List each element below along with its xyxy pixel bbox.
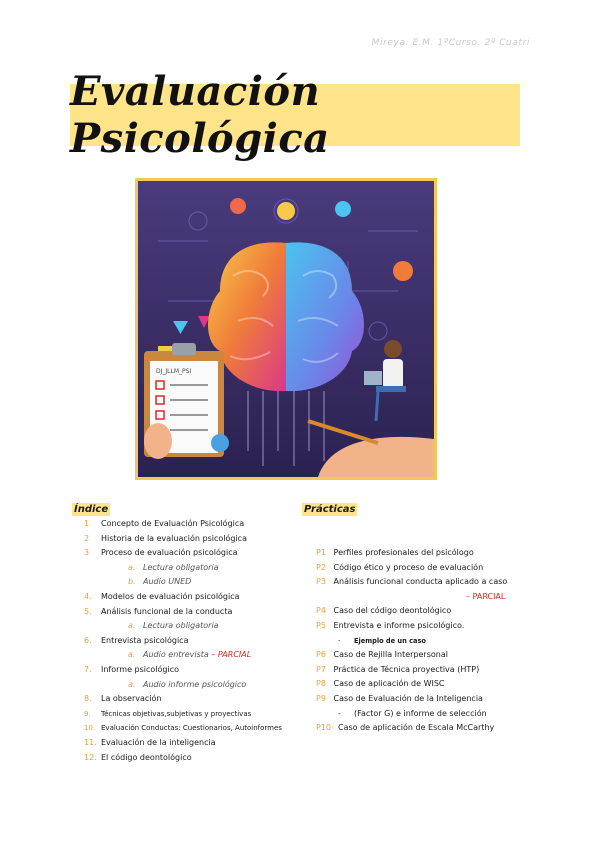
list-item: 9. Técnicas objetivas,subjetivas y proyectivas [84, 709, 252, 718]
list-item: 1 Concepto de Evaluación Psicológica [84, 519, 245, 528]
list-item: P6 Caso de Rejilla Interpersonal [316, 650, 448, 660]
hero-illustration [135, 178, 437, 480]
list-item: P1 Perfiles profesionales del psicólogo [316, 548, 474, 557]
list-subitem: a. Audio informe psicológico [128, 679, 247, 689]
list-subitem: a. Lectura obligatoria [128, 562, 219, 572]
brain-psychology-illustration [138, 181, 434, 477]
list-item: 10. Evaluación Conductas: Cuestionarios, Autoinformes [84, 724, 282, 733]
list-item: 3 Proceso de evaluación psicológica [84, 548, 238, 558]
list-item: P3 Análisis funcional conducta aplicado a caso [316, 577, 508, 587]
gear-icon [335, 201, 351, 217]
target-icon [230, 198, 246, 214]
list-item: P4 Caso del código deontológico [316, 606, 452, 616]
parcial-tag: – PARCIAL [466, 591, 506, 601]
list-item [316, 590, 507, 605]
list-item: 6. Entrevista psicológica [84, 635, 189, 645]
list-item: 11. Evaluación de la inteligencia [84, 737, 216, 747]
parcial-tag: – PARCIAL [208, 650, 252, 660]
list-item: 12. El código deontológico [84, 752, 192, 762]
list-item: P9 Caso de Evaluación de la Inteligencia [316, 693, 483, 703]
author-note: Mireya. E.M. 1ºCurso. 2º Cuatri [371, 38, 530, 48]
list-subitem: a. Audio entrevista – PARCIAL [128, 650, 252, 660]
list-item: P10· Caso de aplicación de Escala McCarthy [316, 723, 495, 733]
indice-list [84, 517, 282, 765]
list-subitem: b. Audio UNED [128, 577, 192, 587]
list-subitem: a. Lectura obligatoria [128, 621, 219, 631]
list-item: P5 Entrevista e informe psicológico. [316, 620, 465, 630]
indice-heading: Índice [74, 504, 109, 515]
list-item: 7. Informe psicológico [84, 664, 180, 674]
list-subitem: - (Factor G) e informe de selección [338, 708, 487, 718]
list-item: P7 Práctica de Técnica proyectiva (HTP) [316, 664, 480, 674]
title-highlight [70, 68, 520, 162]
page-title: Evaluación Psicológica [70, 68, 330, 162]
svg-text:DJ_JLLM_PSI: DJ_JLLM_PSI [156, 368, 192, 375]
practicas-list [316, 546, 507, 736]
list-item: 5. Análisis funcional de la conducta [84, 606, 233, 616]
list-item: P2 Código ético y proceso de evaluación [316, 562, 484, 572]
hand-left [144, 423, 172, 459]
list-subitem: - Ejemplo de un caso [338, 636, 426, 645]
list-item: 8. La observación [84, 694, 162, 704]
check-badge-icon [211, 434, 229, 452]
list-item: P8 Caso de aplicación de WISC [316, 679, 445, 689]
practicas-heading: Prácticas [304, 504, 356, 515]
pie-chart-icon [393, 261, 413, 281]
list-item: 2 Historia de la evaluación psicológica [84, 533, 247, 543]
list-item: 4. Modelos de evaluación psicológica [84, 591, 240, 601]
lightbulb-icon [277, 202, 295, 220]
